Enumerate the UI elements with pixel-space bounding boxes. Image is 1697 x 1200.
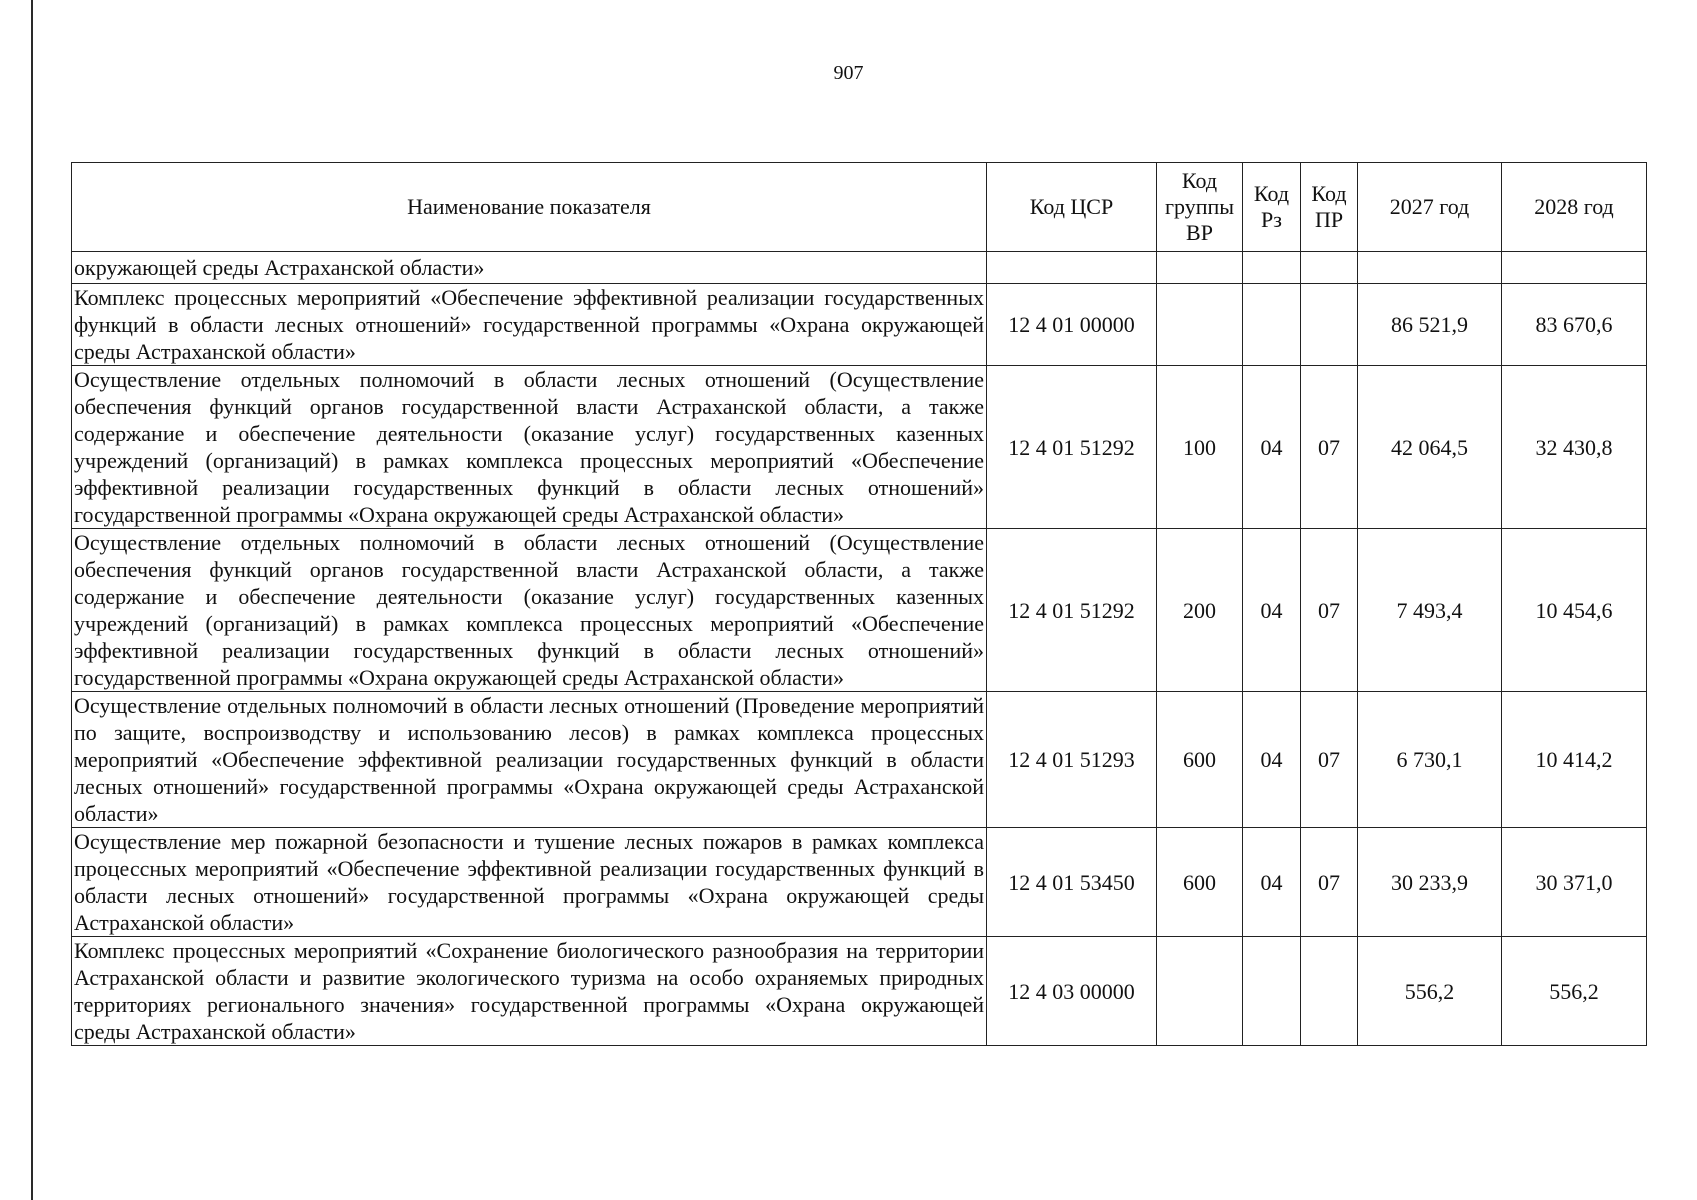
row-2028: 32 430,8: [1502, 366, 1647, 529]
row-rz: 04: [1243, 529, 1301, 692]
row-2027: 7 493,4: [1358, 529, 1502, 692]
row-vr: [1157, 252, 1243, 284]
row-name: окружающей среды Астраханской области»: [72, 252, 987, 284]
header-2028: 2028 год: [1502, 163, 1647, 252]
row-rz: 04: [1243, 828, 1301, 937]
table-row: [72, 692, 1647, 828]
row-pr: 07: [1301, 828, 1358, 937]
row-name: Комплекс процессных мероприятий «Сохранение биологического разнообразия на территории Астраханской области и развитие экологического туризма на особо охраняемых природных территориях регионального значения» государственной программы «Охрана окружающей среды Астраханской области»: [72, 937, 987, 1046]
row-csr: 12 4 01 51292: [987, 529, 1157, 692]
row-2028: 30 371,0: [1502, 828, 1647, 937]
row-vr: 200: [1157, 529, 1243, 692]
header-csr: Код ЦСР: [987, 163, 1157, 252]
row-2028: 83 670,6: [1502, 284, 1647, 366]
row-2027: 556,2: [1358, 937, 1502, 1046]
row-2027: 86 521,9: [1358, 284, 1502, 366]
row-csr: 12 4 01 53450: [987, 828, 1157, 937]
header-name: Наименование показателя: [72, 163, 987, 252]
table-row: [72, 252, 1647, 284]
row-rz: [1243, 252, 1301, 284]
row-2028: [1502, 252, 1647, 284]
row-name: Осуществление отдельных полномочий в области лесных отношений (Проведение мероприятий по защите, воспроизводству и использованию лесов) в рамках комплекса процессных мероприятий «Обеспечение эффективной реализации государственных функций в области лесных отношений» государственной программы «Охрана окружающей среды Астраханской области»: [72, 692, 987, 828]
row-2027: 6 730,1: [1358, 692, 1502, 828]
header-2027: 2027 год: [1358, 163, 1502, 252]
row-pr: [1301, 252, 1358, 284]
row-pr: [1301, 284, 1358, 366]
table-row: [72, 937, 1647, 1046]
row-vr: 100: [1157, 366, 1243, 529]
row-vr: [1157, 284, 1243, 366]
row-vr: 600: [1157, 828, 1243, 937]
row-2028: 556,2: [1502, 937, 1647, 1046]
header-pr: Код ПР: [1301, 163, 1358, 252]
row-2027: 42 064,5: [1358, 366, 1502, 529]
row-csr: 12 4 01 00000: [987, 284, 1157, 366]
table-row: [72, 284, 1647, 366]
row-2028: 10 414,2: [1502, 692, 1647, 828]
row-csr: 12 4 03 00000: [987, 937, 1157, 1046]
row-2027: 30 233,9: [1358, 828, 1502, 937]
row-vr: 600: [1157, 692, 1243, 828]
row-rz: 04: [1243, 692, 1301, 828]
row-csr: 12 4 01 51292: [987, 366, 1157, 529]
row-pr: 07: [1301, 366, 1358, 529]
row-rz: [1243, 937, 1301, 1046]
row-rz: 04: [1243, 366, 1301, 529]
table-row: [72, 828, 1647, 937]
row-csr: 12 4 01 51293: [987, 692, 1157, 828]
page-margin-line: [31, 0, 33, 1200]
table-row: [72, 529, 1647, 692]
page-number: 907: [833, 62, 864, 84]
row-rz: [1243, 284, 1301, 366]
table-header-row: [72, 163, 1647, 252]
header-rz: Код Рз: [1243, 163, 1301, 252]
budget-table: [71, 162, 1647, 1046]
row-vr: [1157, 937, 1243, 1046]
row-name: Осуществление отдельных полномочий в области лесных отношений (Осуществление обеспечения функций органов государственной власти Астраханской области, а также содержание и обеспечение деятельности (оказание услуг) государственных казенных учреждений (организаций) в рамках комплекса процессных мероприятий «Обеспечение эффективной реализации государственных функций в области лесных отношений» государственной программы «Охрана окружающей среды Астраханской области»: [72, 529, 987, 692]
row-2027: [1358, 252, 1502, 284]
row-pr: 07: [1301, 692, 1358, 828]
row-2028: 10 454,6: [1502, 529, 1647, 692]
header-vr: Код группы ВР: [1157, 163, 1243, 252]
row-name: Осуществление отдельных полномочий в области лесных отношений (Осуществление обеспечения функций органов государственной власти Астраханской области, а также содержание и обеспечение деятельности (оказание услуг) государственных казенных учреждений (организаций) в рамках комплекса процессных мероприятий «Обеспечение эффективной реализации государственных функций в области лесных отношений» государственной программы «Охрана окружающей среды Астраханской области»: [72, 366, 987, 529]
row-pr: 07: [1301, 529, 1358, 692]
row-name: Комплекс процессных мероприятий «Обеспечение эффективной реализации государственных функций в области лесных отношений» государственной программы «Охрана окружающей среды Астраханской области»: [72, 284, 987, 366]
row-name: Осуществление мер пожарной безопасности и тушение лесных пожаров в рамках комплекса процессных мероприятий «Обеспечение эффективной реализации государственных функций в области лесных отношений» государственной программы «Охрана окружающей среды Астраханской области»: [72, 828, 987, 937]
row-csr: [987, 252, 1157, 284]
row-pr: [1301, 937, 1358, 1046]
table-row: [72, 366, 1647, 529]
